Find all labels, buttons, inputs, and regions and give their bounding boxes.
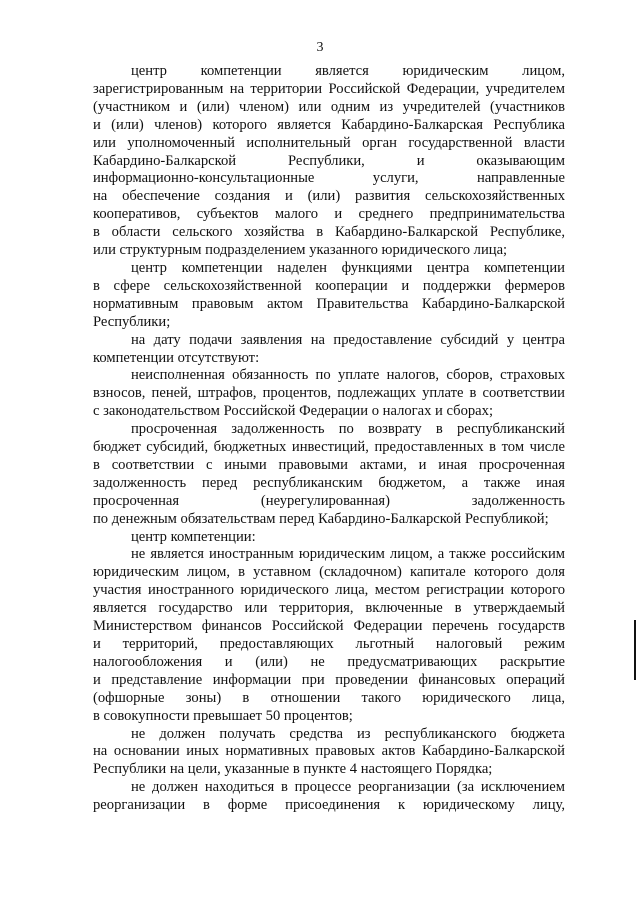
text-line: взносов, пеней, штрафов, процентов, подлежащих уплате в соответствии bbox=[93, 385, 565, 402]
text-line: и (или) членов) которого является Кабардино-Балкарская Республика bbox=[93, 116, 565, 133]
text-line: центр компетенции наделен функциями центра компетенции bbox=[131, 259, 565, 276]
text-line: реорганизации в форме присоединения к юридическому лицу, bbox=[93, 797, 565, 814]
text-line: бюджет субсидий, бюджетных инвестиций, предоставленных в том числе bbox=[93, 439, 565, 456]
text-line: в области сельского хозяйства в Кабардино-Балкарской Республике, bbox=[93, 224, 565, 241]
text-line: нормативным правовым актом Правительства Кабардино-Балкарской bbox=[93, 295, 565, 312]
text-line: юридическим лицом, в уставном (складочном) капитале которого доля bbox=[93, 564, 565, 581]
text-line: на дату подачи заявления на предоставление субсидий у центра bbox=[131, 331, 565, 348]
text-line: по денежным обязательствам перед Кабардино-Балкарской Республикой; bbox=[93, 510, 549, 527]
text-line: участия иностранного юридического лица, местом регистрации которого bbox=[93, 582, 565, 599]
text-line: на основании иных нормативных правовых актов Кабардино-Балкарской bbox=[93, 743, 565, 760]
text-line: в сфере сельскохозяйственной кооперации и поддержки фермеров bbox=[93, 277, 565, 294]
text-line: просроченная (неурегулированная) задолженность bbox=[93, 492, 565, 509]
text-line: или уполномоченный исполнительный орган государственной власти bbox=[93, 134, 565, 151]
text-line: информационно-консультационные услуги, направленные bbox=[93, 170, 565, 187]
text-line: центр компетенции является юридическим лицом, bbox=[131, 63, 565, 79]
text-line: Республики; bbox=[93, 313, 171, 330]
text-line: центр компетенции: bbox=[131, 528, 256, 545]
text-line: Министерством финансов Российской Федерации перечень государств bbox=[93, 618, 565, 635]
text-line: (офшорные зоны) в отношении такого юридического лица, bbox=[93, 689, 565, 706]
text-line: на обеспечение создания и (или) развития сельскохозяйственных bbox=[93, 188, 565, 205]
text-line: не является иностранным юридическим лицом, а также российским bbox=[131, 546, 565, 563]
document-body bbox=[93, 63, 565, 815]
text-line: является государство или территория, включенные в утверждаемый bbox=[93, 600, 565, 617]
text-line: (участником и (или) членом) или одним из учредителей (участников bbox=[93, 98, 565, 115]
text-line: Кабардино-Балкарской Республики, и оказывающим bbox=[93, 152, 565, 169]
text-line: зарегистрированным на территории Российской Федерации, учредителем bbox=[93, 80, 565, 97]
text-line: компетенции отсутствуют: bbox=[93, 349, 260, 366]
text-line: не должен получать средства из республиканского бюджета bbox=[131, 725, 565, 742]
text-line: не должен находиться в процессе реорганизации (за исключением bbox=[131, 779, 565, 796]
text-line: просроченная задолженность по возврату в республиканский bbox=[131, 421, 565, 438]
text-line: кооперативов, субъектов малого и среднего предпринимательства bbox=[93, 206, 565, 223]
text-line: с законодательством Российской Федерации о налогах и сборах; bbox=[93, 403, 494, 420]
page-number: 3 bbox=[316, 40, 324, 55]
text-line: Республики на цели, указанные в пункте 4 настоящего Порядка; bbox=[93, 761, 493, 778]
text-line: и территорий, предоставляющих льготный налоговый режим bbox=[93, 636, 565, 652]
text-line: или структурным подразделением указанного юридического лица; bbox=[93, 242, 508, 259]
text-line: и представление информации при проведении финансовых операций bbox=[93, 671, 565, 688]
text-line: налогообложения и (или) не предусматривающих раскрытие bbox=[93, 653, 565, 670]
text-line: задолженность перед республиканским бюджетом, а также иная bbox=[93, 474, 565, 491]
text-line: в совокупности превышает 50 процентов; bbox=[93, 707, 353, 724]
text-line: в соответствии с иными правовыми актами, и иная просроченная bbox=[93, 456, 565, 473]
text-line: неисполненная обязанность по уплате налогов, сборов, страховых bbox=[131, 367, 565, 384]
scan-edge-mark bbox=[634, 620, 636, 680]
